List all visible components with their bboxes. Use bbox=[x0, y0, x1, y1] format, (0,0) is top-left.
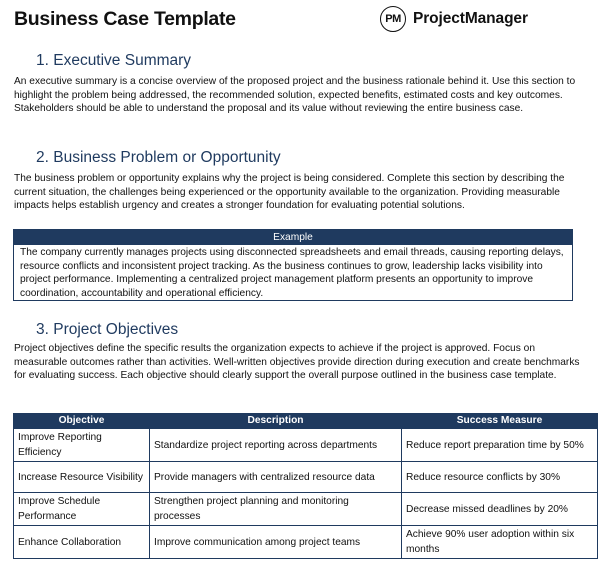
table-cell-objective: Improve Schedule Performance bbox=[14, 493, 150, 526]
table-header-row bbox=[14, 414, 598, 429]
column-header-success-measure: Success Measure bbox=[402, 414, 598, 429]
column-header-objective: Objective bbox=[14, 414, 150, 429]
example-label: Example bbox=[14, 230, 572, 245]
table-cell-description: Standardize project reporting across departments bbox=[150, 429, 402, 462]
section-body-executive-summary: An executive summary is a concise overview of the proposed project and the business rationale behind it. Use this section to highlight the problem being addressed, the recommended solution, expected benefits, estimated costs and key outcomes. Stakeholders should be able to understand the proposal and its value without reviewing the entire business case. bbox=[14, 76, 576, 115]
table-cell-success-measure: Achieve 90% user adoption within six months bbox=[402, 526, 598, 559]
table-cell-success-measure: Reduce report preparation time by 50% bbox=[402, 429, 598, 462]
table-cell-description: Provide managers with centralized resource data bbox=[150, 462, 402, 493]
logo-mark: PM bbox=[385, 13, 401, 25]
table-row bbox=[14, 526, 598, 559]
projectmanager-logo bbox=[380, 4, 528, 34]
pm-logo-icon bbox=[380, 6, 406, 32]
table-cell-objective: Improve Reporting Efficiency bbox=[14, 429, 150, 462]
table-row bbox=[14, 429, 598, 462]
example-text: The company currently manages projects using disconnected spreadsheets and email threads, causing reporting delays, resource conflicts and inconsistent project tracking. As the business continues to grow, leadership lacks visibility into project performance. Implementing a centralized project management platform presents an opportunity to improve coordination, accountability and operational efficiency. bbox=[20, 247, 564, 299]
document-title: Business Case Template bbox=[14, 8, 236, 30]
table-cell-objective: Increase Resource Visibility bbox=[14, 462, 150, 493]
table-cell-success-measure: Decrease missed deadlines by 20% bbox=[402, 493, 598, 526]
table-row bbox=[14, 493, 598, 526]
table-row bbox=[14, 462, 598, 493]
table-cell-success-measure: Reduce resource conflicts by 30% bbox=[402, 462, 598, 493]
table-cell-objective: Enhance Collaboration bbox=[14, 526, 150, 559]
column-header-description: Description bbox=[150, 414, 402, 429]
section-body-project-objectives: Project objectives define the specific results the organization expects to achieve if the project is approved. Focus on measurable outcomes rather than activities. Well-written objectives provide direction during execution and create benchmarks for evaluating success. Each objective should clearly support the overall purpose outlined in the business case template. bbox=[14, 343, 580, 382]
section-heading-business-problem: 2. Business Problem or Opportunity bbox=[36, 149, 281, 166]
objectives-table bbox=[13, 413, 598, 559]
logo-text: ProjectManager bbox=[413, 10, 528, 27]
example-box bbox=[13, 229, 573, 301]
table-cell-description: Improve communication among project teams bbox=[150, 526, 402, 559]
section-body-business-problem: The business problem or opportunity explains why the project is being considered. Complete this section by describing the current situation, the challenges being experienced or the opportunity available to the organization. Providing measurable impacts helps establish urgency and creates a stronger foundation for evaluating potential solutions. bbox=[14, 173, 565, 212]
section-heading-executive-summary: 1. Executive Summary bbox=[36, 52, 192, 69]
table-cell-description: Strengthen project planning and monitoring processes bbox=[150, 493, 402, 526]
section-heading-project-objectives: 3. Project Objectives bbox=[36, 321, 179, 338]
